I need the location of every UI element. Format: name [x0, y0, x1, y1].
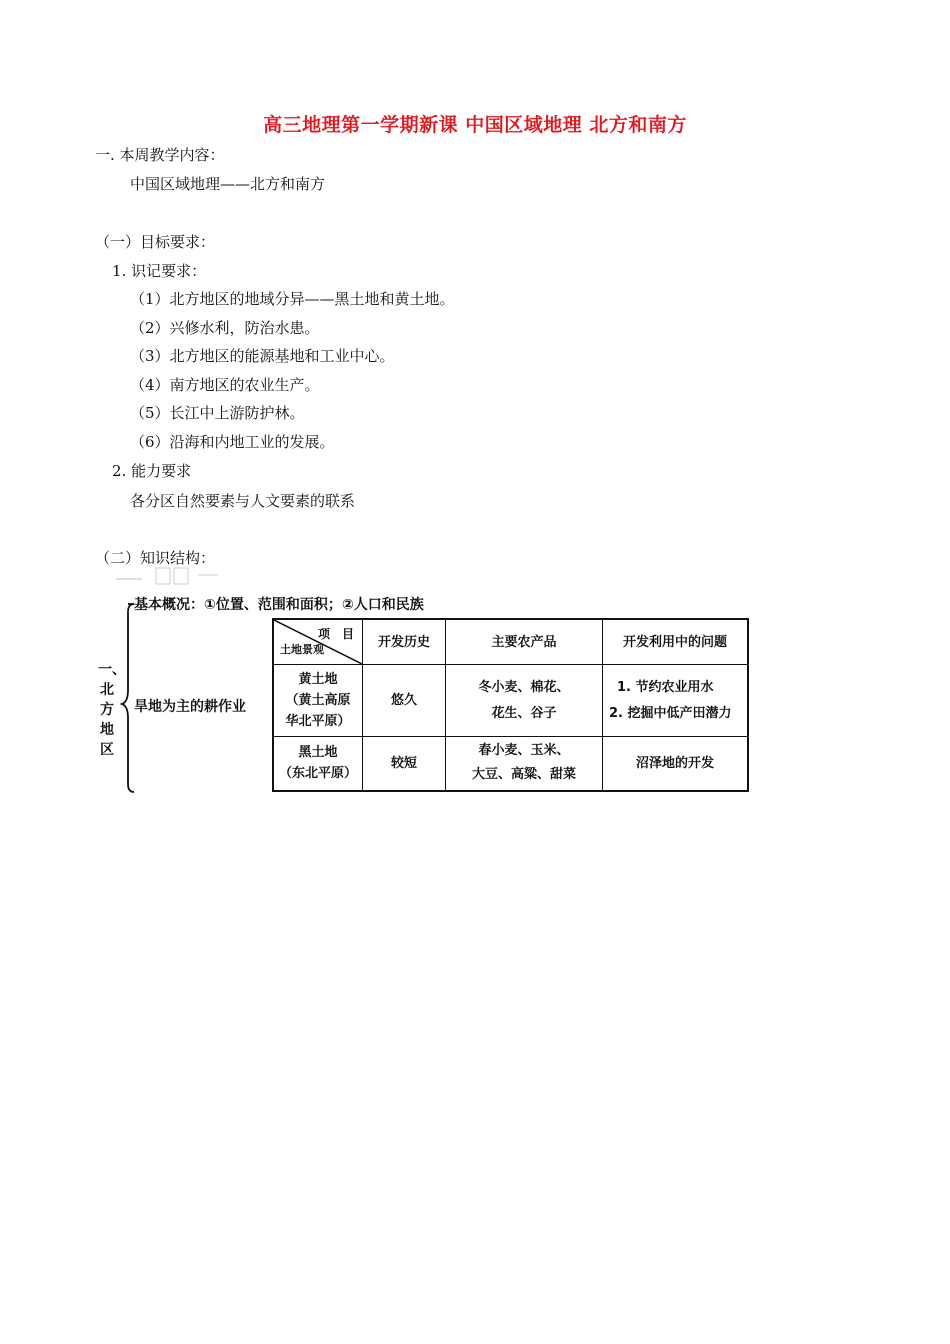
- section1-content: 中国区域地理——北方和南方: [130, 175, 326, 193]
- history-cell: 较短: [363, 737, 446, 791]
- goal-item: （6）沿海和内地工业的发展。: [130, 433, 335, 451]
- goals-sub2: 2. 能力要求: [112, 462, 192, 480]
- cell-line: 春小麦、玉米、: [478, 743, 570, 759]
- structure-heading: （二）知识结构：: [95, 549, 216, 567]
- goals-sub2-text: 各分区自然要素与人文要素的联系: [130, 492, 356, 510]
- land-cell: [273, 665, 363, 737]
- products-cell: [446, 737, 603, 791]
- cell-line: （黄土高原: [285, 693, 351, 708]
- land-cell: [273, 737, 363, 791]
- cell-line: 花生、谷子: [491, 705, 557, 721]
- scan-artifact: [112, 565, 222, 587]
- history-cell: 悠久: [363, 665, 446, 737]
- knowledge-table: [272, 618, 749, 792]
- cell-line: 冬小麦、棉花、: [478, 679, 570, 695]
- section1-heading: 一. 本周教学内容：: [95, 146, 225, 164]
- cell-line: 华北平原）: [285, 714, 351, 729]
- cell-line: 黑土地: [298, 745, 338, 761]
- cell-line: 大豆、高粱、甜菜: [471, 767, 576, 783]
- issues-cell: [603, 665, 749, 737]
- issues-cell: [603, 737, 749, 791]
- corner-bottom: 土地景观: [280, 643, 324, 656]
- cell-line: 1. 节约农业用水: [617, 679, 714, 695]
- header-cell: 开发利用中的问题: [603, 619, 749, 665]
- goal-item: （3）北方地区的能源基地和工业中心。: [130, 347, 395, 365]
- diagram-basic: 基本概况：①位置、范围和面积；②人口和民族: [134, 597, 424, 613]
- goals-sub1: 1. 识记要求：: [112, 262, 207, 280]
- cell-line: 黄土地: [298, 672, 338, 687]
- goals-heading: （一）目标要求：: [95, 233, 216, 251]
- page-title: 高三地理第一学期新课 中国区域地理 北方和南方: [263, 114, 687, 136]
- goal-item: （5）长江中上游防护林。: [130, 404, 305, 422]
- table-row: [273, 665, 748, 737]
- goal-item: （1）北方地区的地域分异——黑土地和黄土地。: [130, 290, 455, 308]
- goal-item: （2）兴修水利，防治水患。: [130, 319, 320, 337]
- corner-cell: [273, 619, 363, 665]
- diagram-branch: 旱地为主的耕作业: [134, 699, 246, 715]
- corner-top: 项 目: [317, 627, 354, 641]
- header-cell: 主要农产品: [446, 619, 603, 665]
- cell-line: （东北平原）: [278, 766, 357, 782]
- goal-item: （4）南方地区的农业生产。: [130, 376, 320, 394]
- table-row: [273, 737, 748, 791]
- diagram-side-label: 一、北方地区: [98, 662, 126, 758]
- table-header-row: [273, 619, 748, 665]
- cell-line: 2. 挖掘中低产田潜力: [609, 705, 732, 721]
- products-cell: [446, 665, 603, 737]
- cell-line: 沼泽地的开发: [635, 755, 714, 771]
- header-cell: 开发历史: [363, 619, 446, 665]
